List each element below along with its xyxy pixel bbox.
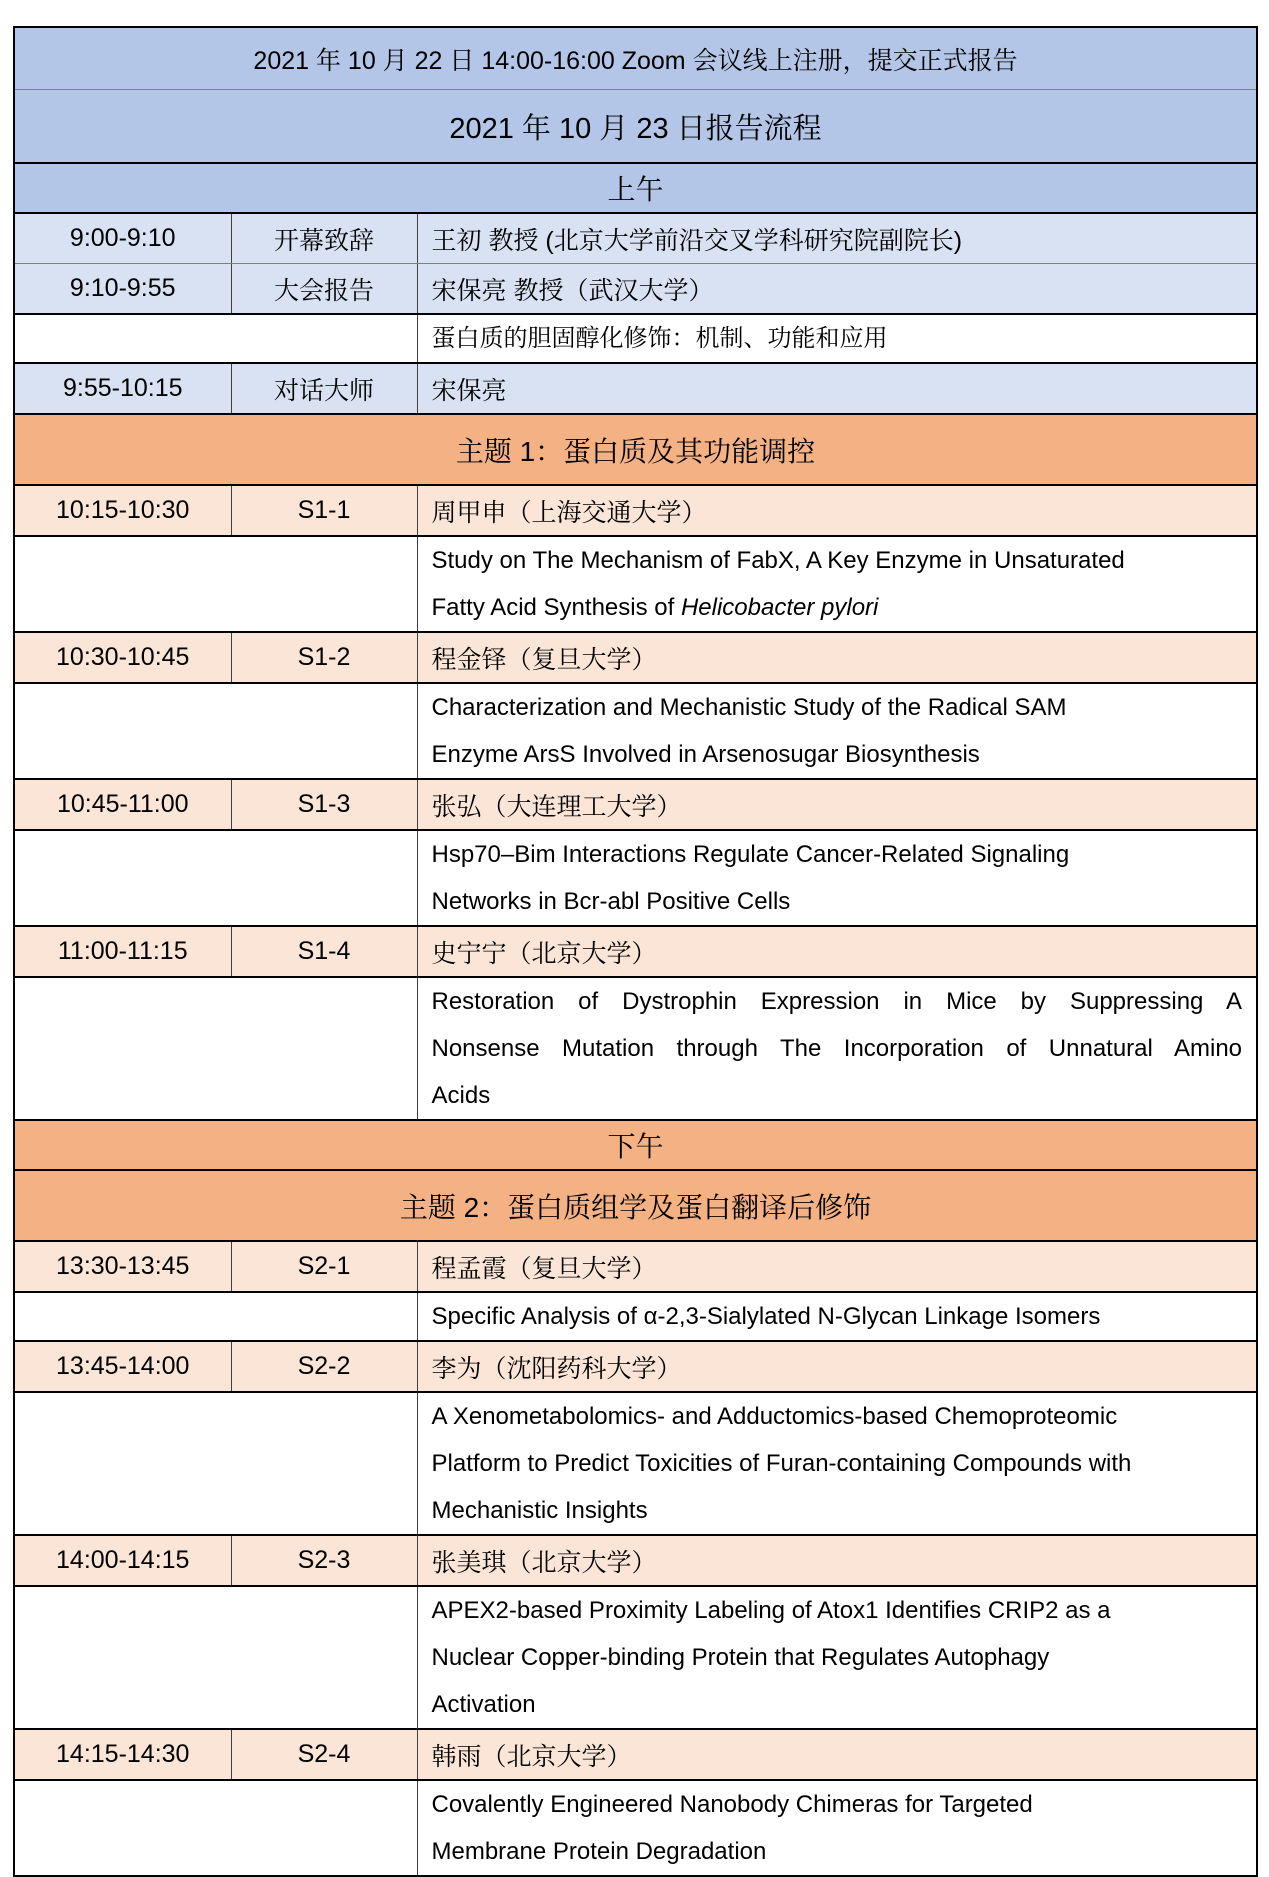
- empty-cell: [14, 1780, 417, 1876]
- speaker-cell: 李为（沈阳药科大学）: [417, 1341, 1257, 1392]
- speaker-cell: 程孟霞（复旦大学）: [417, 1241, 1257, 1292]
- speaker-cell: 宋保亮 教授（武汉大学）: [417, 264, 1257, 315]
- session-label-cell: 大会报告: [231, 264, 417, 315]
- speaker-cell: 张美琪（北京大学）: [417, 1535, 1257, 1586]
- empty-cell: [14, 830, 417, 926]
- schedule-row: [14, 779, 1257, 830]
- session-code-cell: S2-2: [231, 1341, 417, 1392]
- talk-title-line: Nonsense Mutation through The Incorporation of Unnatural Amino: [431, 1035, 1243, 1062]
- banner-day-title: 2021 年 10 月 23 日报告流程: [14, 90, 1257, 164]
- speaker-cell: 张弘（大连理工大学）: [417, 779, 1257, 830]
- talk-title-line: Specific Analysis of α-2,3-Sialylated N-Glycan Linkage Isomers: [431, 1303, 1101, 1330]
- theme-1-header: 主题 1：蛋白质及其功能调控: [14, 414, 1257, 485]
- time-cell: 10:45-11:00: [14, 779, 231, 830]
- time-cell: 11:00-11:15: [14, 926, 231, 977]
- talk-title-row: [14, 536, 1257, 632]
- schedule-row: [14, 1241, 1257, 1292]
- time-cell: 14:00-14:15: [14, 1535, 231, 1586]
- time-cell: 13:45-14:00: [14, 1341, 231, 1392]
- schedule-row: [14, 1535, 1257, 1586]
- talk-title-line: Activation: [431, 1691, 536, 1718]
- section-morning-header: 上午: [14, 163, 1257, 213]
- schedule-table: [13, 26, 1258, 1877]
- session-code-cell: S1-2: [231, 632, 417, 683]
- session-code-cell: S1-3: [231, 779, 417, 830]
- schedule-row: [14, 213, 1257, 264]
- speaker-cell: 王初 教授 (北京大学前沿交叉学科研究院副院长): [417, 213, 1257, 264]
- speaker-cell: 宋保亮: [417, 363, 1257, 414]
- session-code-cell: S2-1: [231, 1241, 417, 1292]
- talk-title-line: Restoration of Dystrophin Expression in Mice by Suppressing A: [431, 988, 1243, 1015]
- talk-title-line: Enzyme ArsS Involved in Arsenosugar Biosynthesis: [431, 741, 980, 768]
- talk-title-cell: [417, 536, 1257, 632]
- session-label-cell: 开幕致辞: [231, 213, 417, 264]
- theme-2-header: 主题 2：蛋白质组学及蛋白翻译后修饰: [14, 1170, 1257, 1241]
- schedule-row: [14, 632, 1257, 683]
- talk-title-text: Fatty Acid Synthesis of: [431, 594, 681, 621]
- talk-title-line: Study on The Mechanism of FabX, A Key Enzyme in Unsaturated: [431, 547, 1125, 574]
- schedule-row: [14, 363, 1257, 414]
- time-cell: 9:55-10:15: [14, 363, 231, 414]
- talk-title-row: [14, 683, 1257, 779]
- talk-title-line: Platform to Predict Toxicities of Furan-containing Compounds with: [431, 1450, 1132, 1477]
- talk-title-cell: [417, 1392, 1257, 1535]
- section-morning-row: [14, 163, 1257, 213]
- talk-title-line: Networks in Bcr-abl Positive Cells: [431, 888, 791, 915]
- banner-registration-row: [14, 27, 1257, 90]
- session-code-cell: S1-4: [231, 926, 417, 977]
- speaker-cell: 韩雨（北京大学）: [417, 1729, 1257, 1780]
- section-afternoon-row: [14, 1120, 1257, 1170]
- time-cell: 14:15-14:30: [14, 1729, 231, 1780]
- talk-title-row: [14, 1392, 1257, 1535]
- time-cell: 13:30-13:45: [14, 1241, 231, 1292]
- banner-registration: 2021 年 10 月 22 日 14:00-16:00 Zoom 会议线上注册，提交正式报告: [14, 27, 1257, 90]
- talk-title-row: [14, 1292, 1257, 1341]
- talk-title-line: Mechanistic Insights: [431, 1497, 648, 1524]
- talk-title-line: Characterization and Mechanistic Study of the Radical SAM: [431, 694, 1067, 721]
- talk-title-italic-species: Helicobacter pylori: [680, 594, 879, 621]
- schedule-row: [14, 264, 1257, 315]
- speaker-cell: 周甲申（上海交通大学）: [417, 485, 1257, 536]
- speaker-cell: 史宁宁（北京大学）: [417, 926, 1257, 977]
- talk-title-line: Nuclear Copper-binding Protein that Regulates Autophagy: [431, 1644, 1050, 1671]
- empty-cell: [14, 683, 417, 779]
- talk-title-line: Hsp70–Bim Interactions Regulate Cancer-Related Signaling: [431, 841, 1070, 868]
- time-cell: 10:15-10:30: [14, 485, 231, 536]
- talk-title-row: [14, 977, 1257, 1120]
- session-label-cell: 对话大师: [231, 363, 417, 414]
- schedule-row: [14, 1341, 1257, 1392]
- talk-title-line: A Xenometabolomics- and Adductomics-based Chemoproteomic: [431, 1403, 1118, 1430]
- session-code-cell: S2-3: [231, 1535, 417, 1586]
- talk-title-line: 蛋白质的胆固醇化修饰：机制、功能和应用: [431, 325, 888, 352]
- talk-title-cell: [417, 683, 1257, 779]
- section-afternoon-header: 下午: [14, 1120, 1257, 1170]
- talk-title-cell: [417, 1292, 1257, 1341]
- empty-cell: [14, 1292, 417, 1341]
- speaker-cell: 程金铎（复旦大学）: [417, 632, 1257, 683]
- empty-cell: [14, 536, 417, 632]
- talk-title-row: [14, 314, 1257, 363]
- talk-title-cell: [417, 314, 1257, 363]
- schedule-row: [14, 1729, 1257, 1780]
- time-cell: 9:10-9:55: [14, 264, 231, 315]
- empty-cell: [14, 1392, 417, 1535]
- talk-title-row: [14, 1780, 1257, 1876]
- schedule-row: [14, 926, 1257, 977]
- talk-title-line: Covalently Engineered Nanobody Chimeras for Targeted: [431, 1791, 1033, 1818]
- theme-2-row: [14, 1170, 1257, 1241]
- empty-cell: [14, 1586, 417, 1729]
- session-code-cell: S2-4: [231, 1729, 417, 1780]
- talk-title-line: Acids: [431, 1082, 491, 1109]
- time-cell: 9:00-9:10: [14, 213, 231, 264]
- talk-title-cell: [417, 830, 1257, 926]
- empty-cell: [14, 314, 417, 363]
- talk-title-cell: [417, 1586, 1257, 1729]
- banner-day-title-row: [14, 90, 1257, 164]
- talk-title-line: APEX2-based Proximity Labeling of Atox1 Identifies CRIP2 as a: [431, 1597, 1111, 1624]
- schedule-row: [14, 485, 1257, 536]
- empty-cell: [14, 977, 417, 1120]
- session-code-cell: S1-1: [231, 485, 417, 536]
- time-cell: 10:30-10:45: [14, 632, 231, 683]
- talk-title-line: Membrane Protein Degradation: [431, 1838, 767, 1865]
- talk-title-row: [14, 1586, 1257, 1729]
- talk-title-line: [432, 584, 1243, 631]
- theme-1-row: [14, 414, 1257, 485]
- talk-title-cell: [417, 1780, 1257, 1876]
- talk-title-row: [14, 830, 1257, 926]
- talk-title-cell: [417, 977, 1257, 1120]
